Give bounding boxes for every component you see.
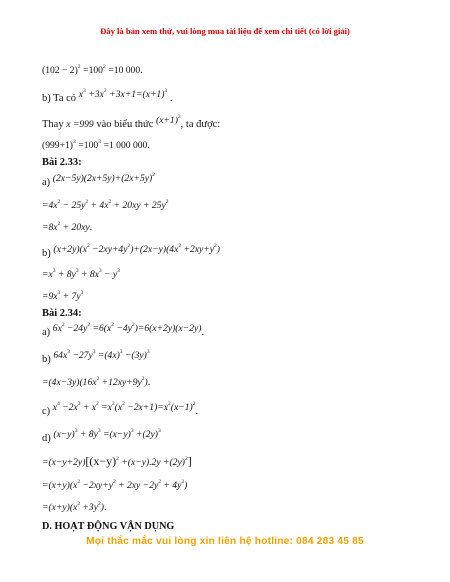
math-line-15: d) $(x-y)^3 + 8y^3 =(x-y)^3 +(2y)^3$ <box>42 428 161 444</box>
math-line-13: $=(4x-3y)(16x^2 +12xy+9y^2)$. <box>42 376 151 388</box>
text-line-3: Thay x =999 vào biểu thức $(x+1)^3$, ta được: <box>42 114 221 130</box>
preview-banner: Đây là bản xem thử, vui lòng mua tài liệu để xem chi tiết (có lời giải) <box>100 26 350 36</box>
math-line-10: $=9x^3 + 7y^3$ <box>42 290 84 302</box>
math-line-18: $=(x+y)(x^2 +3y^2)$. <box>42 501 107 513</box>
math-line-6: $=4x^2 - 25y^2 + 4x^2 + 20xy + 25y^2$ <box>42 199 169 211</box>
math-line-8: b) $(x+2y)(x^2 -2xy+4y^2)+(2x-y)(4x^2 +2xy+y^2)$ <box>42 243 220 259</box>
math-line-7: $=8x^2 + 20xy$. <box>42 221 93 233</box>
exercise-heading-2-33: Bài 2.33: <box>42 157 82 168</box>
math-line-17: $=(x+y)(x^2 -2xy+y^2 + 2xy -2y^2 + 4y^2)$ <box>42 479 188 491</box>
math-line-11: a) $6x^2 -24y^2 =6(x^2 -4y^2)=6(x+2y)(x-2y)$. <box>42 322 205 338</box>
math-line-1: $(102 - 2)^2 =100^2 =10$ 000. <box>42 64 143 76</box>
math-line-4: $(999+1)^3 =100^3 =1$ 000 000. <box>42 139 150 151</box>
math-line-16: $=(x-y+2y)[(x-y)^2 +(x-y).2y +(2y)^2]$ <box>42 454 192 468</box>
text-line-2: b) Ta có $x^3 +3x^2 +3x+1=(x+1)^3$ . <box>42 88 173 104</box>
math-line-9: $=x^3 + 8y^3 + 8x^3 - y^3$ <box>42 268 120 280</box>
math-line-5: a) $(2x-5y)(2x+5y)+(2x+5y)^2$ <box>42 172 155 188</box>
exercise-heading-2-34: Bài 2.34: <box>42 308 82 319</box>
section-heading-d: D. HOẠT ĐỘNG VẬN DỤNG <box>42 521 175 532</box>
math-line-14: c) $x^4 -2x^3 + x^2 =x^2(x^2 -2x+1)=x^2(x-1)^2$. <box>42 401 199 417</box>
hotline-footer: Mọi thắc mắc vui lòng xin liên hệ hotline: 084 283 45 85 <box>86 536 364 547</box>
math-line-12: b) $64x^3 -27y^3 =(4x)^3 -(3y)^3$ <box>42 349 150 365</box>
